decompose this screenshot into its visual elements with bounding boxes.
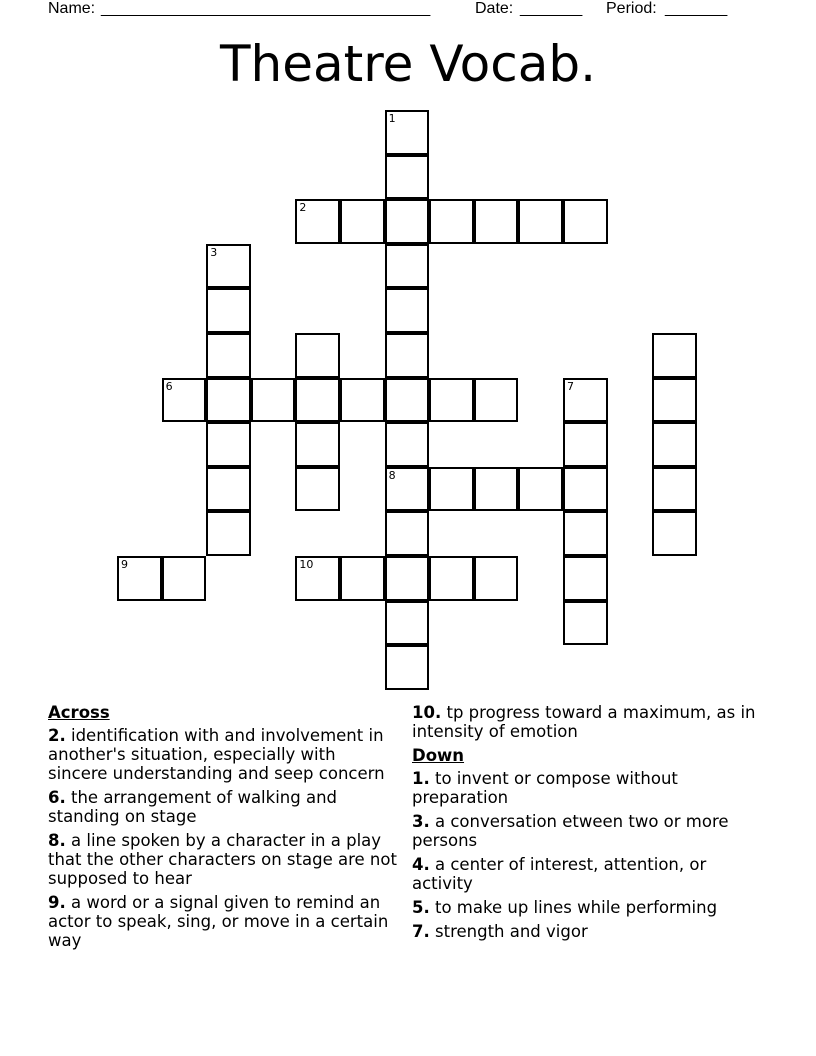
date-field-line[interactable]: _______ bbox=[520, 0, 583, 17]
date-label: Date: bbox=[475, 0, 514, 17]
down-clue bbox=[412, 769, 767, 807]
across-heading: Across bbox=[48, 703, 110, 722]
crossword-cell[interactable] bbox=[518, 467, 563, 512]
crossword-cell[interactable] bbox=[162, 556, 207, 601]
across-clue bbox=[48, 831, 400, 888]
crossword-cell[interactable] bbox=[206, 511, 251, 556]
crossword-cell[interactable] bbox=[385, 556, 430, 601]
clue-number: 4. bbox=[412, 855, 430, 874]
crossword-cell[interactable] bbox=[206, 288, 251, 333]
crossword-cell[interactable] bbox=[385, 422, 430, 467]
clue-number: 3. bbox=[412, 812, 430, 831]
clue-text: strength and vigor bbox=[435, 922, 588, 941]
clues-column-left bbox=[48, 703, 400, 955]
crossword-cell[interactable] bbox=[474, 378, 519, 423]
crossword-cell[interactable] bbox=[295, 378, 340, 423]
cell-number: 3 bbox=[210, 245, 218, 259]
crossword-cell[interactable] bbox=[429, 378, 474, 423]
clue-text: identification with and involvement in another's situation, especially with sincere understanding and seep concern bbox=[48, 726, 385, 783]
down-heading: Down bbox=[412, 746, 465, 765]
crossword-cell[interactable] bbox=[206, 422, 251, 467]
puzzle-title: Theatre Vocab. bbox=[219, 35, 597, 93]
clue-number: 7. bbox=[412, 922, 430, 941]
crossword-cell[interactable] bbox=[385, 244, 430, 289]
crossword-cell[interactable] bbox=[295, 556, 340, 601]
clue-text: a word or a signal given to remind an actor to speak, sing, or move in a certain way bbox=[48, 893, 389, 950]
crossword-cell[interactable] bbox=[385, 601, 430, 646]
cell-number: 10 bbox=[299, 558, 314, 571]
cell-number: 9 bbox=[121, 558, 128, 571]
clue-text: the arrangement of walking and standing on stage bbox=[48, 788, 337, 826]
crossword-cell[interactable] bbox=[162, 378, 207, 423]
crossword-cell[interactable] bbox=[429, 556, 474, 601]
crossword-cell[interactable] bbox=[429, 199, 474, 244]
crossword-cell[interactable] bbox=[385, 288, 430, 333]
period-field-line[interactable]: _______ bbox=[665, 0, 728, 17]
crossword-cell[interactable] bbox=[652, 511, 697, 556]
clue-text: a conversation etween two or more persons bbox=[412, 812, 729, 850]
crossword-cell[interactable] bbox=[251, 378, 296, 423]
crossword-cell[interactable] bbox=[206, 244, 251, 289]
crossword-cell[interactable] bbox=[340, 556, 385, 601]
clue-number: 5. bbox=[412, 898, 430, 917]
clue-number: 6. bbox=[48, 788, 66, 807]
crossword-cell[interactable] bbox=[385, 333, 430, 378]
crossword-cell[interactable] bbox=[563, 199, 608, 244]
down-clue bbox=[412, 812, 767, 850]
name-field-line[interactable]: _____________________________________ bbox=[101, 0, 431, 17]
crossword-cell[interactable] bbox=[429, 467, 474, 512]
crossword-cell[interactable] bbox=[385, 199, 430, 244]
clue-number: 1. bbox=[412, 769, 430, 788]
period-label: Period: bbox=[606, 0, 657, 17]
crossword-cell[interactable] bbox=[206, 333, 251, 378]
crossword-cell[interactable] bbox=[563, 601, 608, 646]
clue-number: 2. bbox=[48, 726, 66, 745]
clue-number: 10. bbox=[412, 703, 442, 722]
crossword-cell[interactable] bbox=[518, 199, 563, 244]
clue-text: tp progress toward a maximum, as in intensity of emotion bbox=[412, 703, 756, 741]
crossword-cell[interactable] bbox=[474, 199, 519, 244]
crossword-cell[interactable] bbox=[295, 333, 340, 378]
clue-text: a line spoken by a character in a play that the other characters on stage are not supposed to hear bbox=[48, 831, 397, 888]
crossword-cell[interactable] bbox=[206, 467, 251, 512]
crossword-cell[interactable] bbox=[385, 467, 430, 512]
across-clue bbox=[48, 788, 400, 826]
across-clue bbox=[48, 726, 400, 783]
across-clue bbox=[48, 893, 400, 950]
crossword-cell[interactable] bbox=[563, 511, 608, 556]
crossword-cell[interactable] bbox=[563, 422, 608, 467]
down-clue bbox=[412, 855, 767, 893]
student-info-header bbox=[48, 0, 748, 20]
crossword-cell[interactable] bbox=[652, 422, 697, 467]
cell-number: 1 bbox=[388, 112, 396, 125]
clue-text: to invent or compose without preparation bbox=[412, 769, 678, 807]
name-label: Name: bbox=[48, 0, 96, 17]
cell-number: 2 bbox=[299, 201, 307, 215]
down-clue bbox=[412, 922, 767, 941]
cell-number: 8 bbox=[388, 468, 396, 482]
crossword-cell[interactable] bbox=[385, 511, 430, 556]
cell-number: 6 bbox=[165, 379, 173, 393]
clue-text: a center of interest, attention, or activity bbox=[412, 855, 707, 893]
clue-number: 8. bbox=[48, 831, 66, 850]
crossword-cell[interactable] bbox=[385, 155, 430, 200]
crossword-cell[interactable] bbox=[652, 333, 697, 378]
crossword-cell[interactable] bbox=[340, 378, 385, 423]
clues-column-right bbox=[412, 703, 767, 946]
crossword-cell[interactable] bbox=[385, 110, 430, 155]
crossword-cell[interactable] bbox=[295, 467, 340, 512]
crossword-cell[interactable] bbox=[295, 199, 340, 244]
crossword-cell[interactable] bbox=[295, 422, 340, 467]
crossword-cell[interactable] bbox=[474, 556, 519, 601]
clue-text: to make up lines while performing bbox=[435, 898, 718, 917]
crossword-cell[interactable] bbox=[340, 199, 385, 244]
crossword-cell[interactable] bbox=[385, 645, 430, 690]
crossword-cell[interactable] bbox=[563, 467, 608, 512]
cell-number: 7 bbox=[567, 379, 574, 393]
crossword-cell[interactable] bbox=[652, 378, 697, 423]
crossword-cell[interactable] bbox=[563, 556, 608, 601]
crossword-cell[interactable] bbox=[474, 467, 519, 512]
clue-number: 9. bbox=[48, 893, 66, 912]
crossword-cell[interactable] bbox=[563, 378, 608, 423]
crossword-cell[interactable] bbox=[385, 378, 430, 423]
crossword-cell[interactable] bbox=[206, 378, 251, 423]
crossword-cell[interactable] bbox=[117, 556, 162, 601]
down-clue bbox=[412, 898, 767, 917]
crossword-cell[interactable] bbox=[652, 467, 697, 512]
across-clue bbox=[412, 703, 767, 741]
